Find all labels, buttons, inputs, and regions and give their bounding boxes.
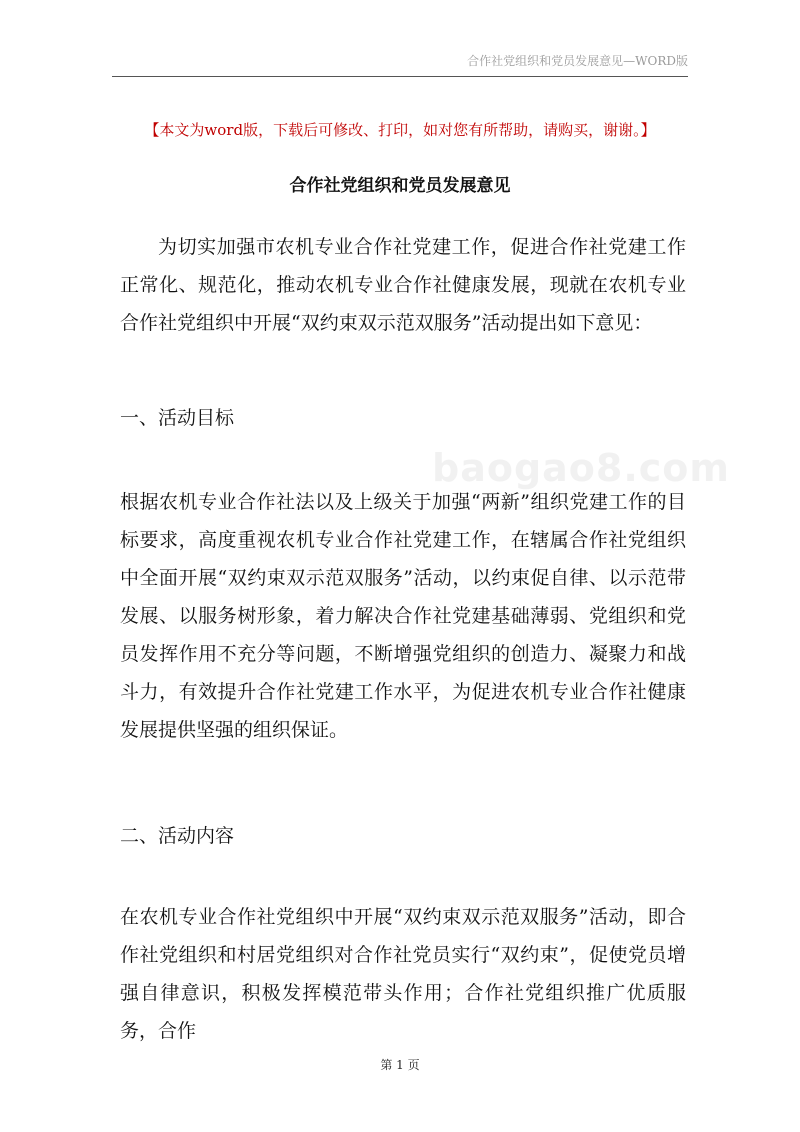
section-body-goals: 根据农机专业合作社法以及上级关于加强“两新”组织党建工作的目标要求，高度重视农机专业合作社党建工作，在辖属合作社党组织中全面开展“双约束双示范双服务”活动，以约束促自律、以示范带发展、以服务树形象，着力解决合作社党建基础薄弱、党组织和党员发挥作用不充分等问题，不断增强党组织的创造力、凝聚力和战斗力，有效提升合作社党建工作水平，为促进农机专业合作社健康发展提供坚强的组织保证。: [120, 491, 686, 741]
section-heading-goals: 一、活动目标: [120, 407, 235, 429]
running-title: 合作社党组织和党员发展意见—WORD版: [467, 54, 688, 68]
section-body-content: 在农机专业合作社党组织中开展“双约束双示范双服务”活动，即合作社党组织和村居党组织对合作社党员实行“双约束”，促使党员增强自律意识，积极发挥模范带头作用；合作社党组织推广优质服务，合作: [120, 906, 686, 1042]
page-header: [112, 52, 688, 77]
page-footer: [0, 1057, 800, 1073]
intro-paragraph: 为切实加强市农机专业合作社党建工作，促进合作社党建工作正常化、规范化，推动农机专业合作社健康发展，现就在农机专业合作社党组织中开展“双约束双示范双服务”活动提出如下意见：: [120, 236, 686, 334]
page-number: 第 1 页: [380, 1058, 420, 1072]
purchase-notice: 【本文为word版，下载后可修改、打印，如对您有所帮助，请购买，谢谢。】: [144, 121, 656, 139]
document-title: 合作社党组织和党员发展意见: [289, 176, 511, 196]
section-heading-content: 二、活动内容: [120, 825, 235, 847]
site-watermark: baogao8.com: [432, 446, 731, 490]
